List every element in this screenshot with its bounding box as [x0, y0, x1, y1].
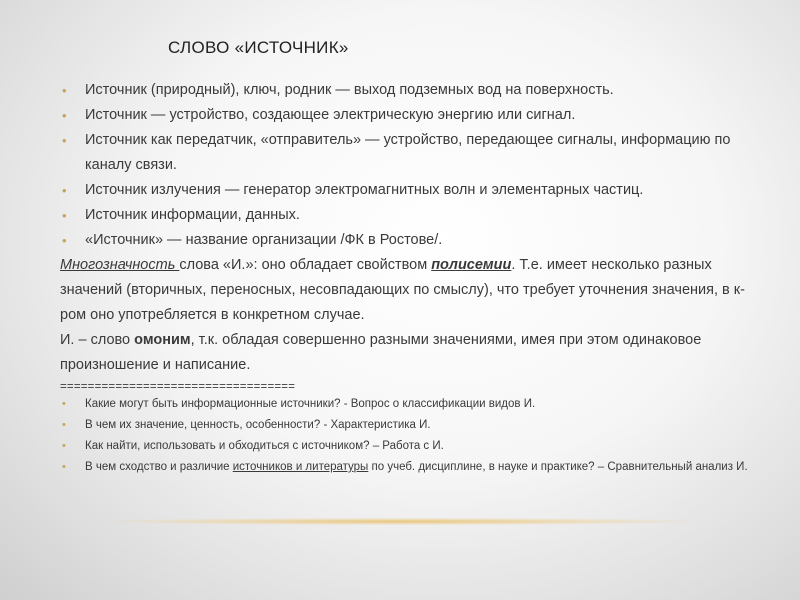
list-item: • Источник излучения — генератор электромагнитных волн и элементарных частиц.	[60, 178, 750, 203]
homonym-text-2: , т.к. обладая совершенно разными значениями, имея при этом одинаковое произношение и написание.	[60, 332, 702, 373]
definitions-list	[60, 78, 750, 253]
question-item: • Какие могут быть информационные источники? - Вопрос о классификации видов И.	[60, 396, 750, 412]
question-text-post: по учеб. дисциплине, в науке и практике? – Сравнительный анализ И.	[368, 461, 748, 473]
list-item: • Источник информации, данных.	[60, 203, 750, 228]
list-item: • Источник — устройство, создающее электрическую энергию или сигнал.	[60, 103, 750, 128]
polysemy-text-1: слова «И.»: оно обладает свойством	[179, 257, 432, 273]
list-item: • Источник как передатчик, «отправитель» — устройство, передающее сигналы, информацию по каналу связи.	[60, 128, 750, 178]
polysemy-text-2: . Т.е. имеет несколько разных значений (вторичных, переносных, несовпадающих по смыслу), что требует уточнения значения, в к-ром оно употребляется в конкретном случае.	[60, 257, 745, 323]
slide-content	[60, 78, 750, 480]
question-item	[60, 459, 750, 475]
question-underlined-term: источников и литературы	[232, 461, 369, 473]
questions-list	[60, 396, 750, 475]
homonym-paragraph	[60, 328, 750, 378]
question-item: • В чем их значение, ценность, особенности? - Характеристика И.	[60, 417, 750, 433]
slide-title: СЛОВО «ИСТОЧНИК»	[168, 38, 349, 57]
question-text-pre: В чем сходство и различие	[85, 461, 233, 473]
polysemy-keyword: полисемии	[431, 257, 512, 273]
homonym-text-1: И. – слово	[60, 332, 135, 348]
list-item: • Источник (природный), ключ, родник — выход подземных вод на поверхность.	[60, 78, 750, 103]
homonym-keyword: омоним	[134, 332, 191, 348]
separator-line: ==================================	[60, 381, 296, 393]
decorative-divider	[110, 518, 690, 525]
list-item: • «Источник» — название организации /ФК в Ростове/.	[60, 228, 750, 253]
polysemy-paragraph	[60, 253, 750, 328]
question-item: • Как найти, использовать и обходиться с источником? – Работа с И.	[60, 438, 750, 454]
polysemy-term: Многозначность	[60, 257, 180, 273]
